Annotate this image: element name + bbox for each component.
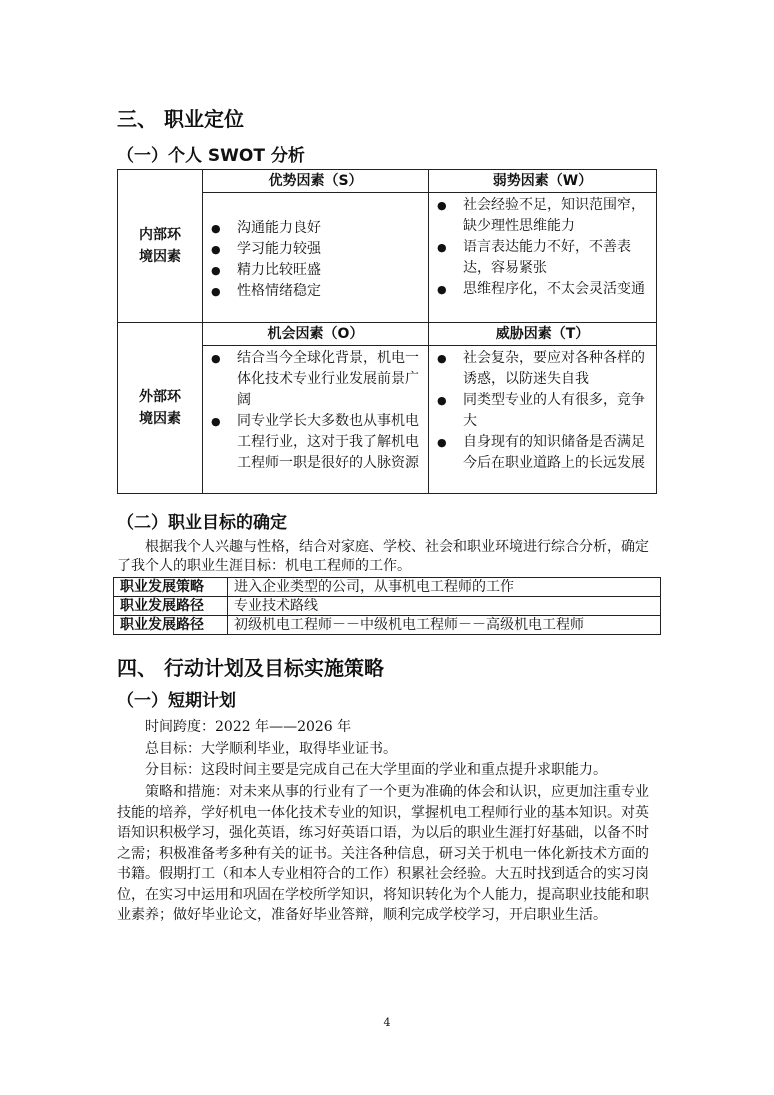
- strategy-value: 初级机电工程师－－中级机电工程师－－高级机电工程师: [228, 616, 661, 635]
- list-item: ● 沟通能力良好: [211, 218, 424, 239]
- page-number: 4: [383, 1016, 391, 1029]
- short-term-plan-title: （一）短期计划: [117, 691, 236, 711]
- threats-header: 威胁因素（T）: [429, 323, 657, 346]
- strategy-key: 职业发展策略: [114, 578, 228, 597]
- list-item: ● 社会复杂，要应对各种各样的诱惑，以防迷失自我: [437, 348, 652, 390]
- swot-header-row-external: [118, 323, 657, 346]
- list-item: ● 性格情绪稳定: [211, 281, 424, 302]
- threats-cell: [429, 346, 657, 494]
- opportunities-header: 机会因素（O）: [203, 323, 429, 346]
- measures-paragraph: 策略和措施：对未来从事的行业有了一个更为准确的体会和认识，应更加注重专业技能的培养，学好机电一体化技术专业的知识，掌握机电工程师行业的基本知识。对英语知识积极学习，强化英语，练习好英语口语，为以后的职业生涯打好基础，以备不时之需；积极准备考多种有关的证书。关注各种信息，研习关于机电一体化新技术方面的书籍。假期打工（和本人专业相符合的工作）积累社会经验。大五时找到适合的实习岗位，在实习中运用和巩固在学校所学知识，将知识转化为个人能力，提高职业技能和职业素养；做好毕业论文，准备好毕业答辩，顺利完成学校学习，开启职业生活。: [117, 784, 649, 923]
- strategy-value: 专业技术路线: [228, 597, 661, 616]
- table-row: [114, 616, 661, 635]
- list-item: ● 结合当今全球化背景，机电一体化技术专业行业发展前景广阔: [211, 348, 424, 411]
- list-item: ● 精力比较旺盛: [211, 260, 424, 281]
- weaknesses-header: 弱势因素（W）: [429, 170, 657, 193]
- timespan-text: 时间跨度：2022 年——2026 年: [145, 719, 352, 735]
- list-item: ● 思维程序化，不太会灵活变通: [437, 279, 652, 300]
- career-goal-paragraph: 根据我个人兴趣与性格，结合对家庭、学校、社会和职业环境进行综合分析，确定了我个人的职业生涯目标：机电工程师的工作。: [117, 539, 649, 574]
- opportunities-cell: [203, 346, 429, 494]
- table-row: [114, 597, 661, 616]
- swot-header-row-internal: [118, 170, 657, 193]
- list-item: ● 社会经验不足，知识范围窄，缺少理性思维能力: [437, 195, 652, 237]
- strategy-key: 职业发展路径: [114, 616, 228, 635]
- strategy-key: 职业发展路径: [114, 597, 228, 616]
- list-item: ● 同专业学长大多数也从事机电工程行业，这对于我了解机电工程师一职是很好的人脉资源: [211, 411, 424, 474]
- strategy-table: [113, 577, 661, 635]
- internal-environment-label: 内部环境因素: [118, 170, 203, 323]
- section-4-title: 四、 行动计划及目标实施策略: [117, 656, 384, 680]
- career-goal-title: （二）职业目标的确定: [117, 513, 287, 533]
- table-row: [114, 578, 661, 597]
- list-item: ● 同类型专业的人有很多，竞争大: [437, 390, 652, 432]
- overall-goal-text: 总目标：大学顺利毕业，取得毕业证书。: [145, 741, 397, 757]
- strengths-header: 优势因素（S）: [203, 170, 429, 193]
- section-3-title: 三、 职业定位: [117, 107, 244, 131]
- weaknesses-cell: [429, 193, 657, 323]
- external-environment-label: 外部环境因素: [118, 323, 203, 494]
- swot-table: [117, 169, 657, 494]
- strategy-value: 进入企业类型的公司，从事机电工程师的工作: [228, 578, 661, 597]
- list-item: ● 学习能力较强: [211, 239, 424, 260]
- list-item: ● 语言表达能力不好，不善表达，容易紧张: [437, 237, 652, 279]
- strengths-cell: [203, 193, 429, 323]
- list-item: ● 自身现有的知识储备是否满足今后在职业道路上的长远发展: [437, 432, 652, 474]
- swot-title: （一）个人 SWOT 分析: [117, 146, 305, 166]
- sub-goal-text: 分目标：这段时间主要是完成自己在大学里面的学业和重点提升求职能力。: [145, 762, 607, 778]
